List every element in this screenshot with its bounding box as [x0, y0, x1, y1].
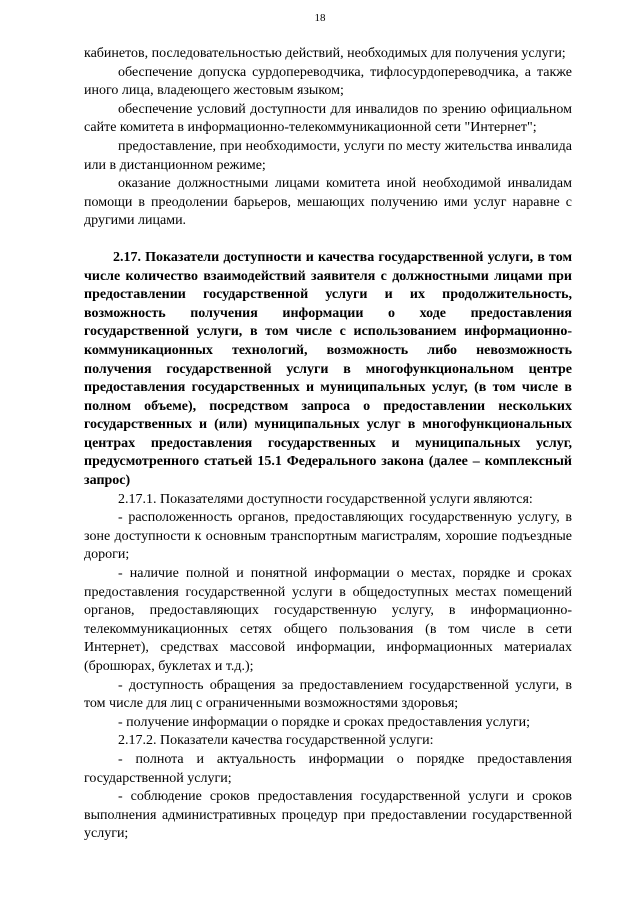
paragraph: обеспечение условий доступности для инвалидов по зрению официальном сайте комитета в информационно-телекоммуникационной сети "Интернет";	[84, 101, 572, 136]
paragraph: предоставление, при необходимости, услуги по месту жительства инвалида или в дистанционном режиме;	[84, 138, 572, 173]
paragraph: обеспечение допуска сурдопереводчика, тифлосурдопереводчика, а также иного лица, владеющего жестовым языком;	[84, 64, 572, 99]
paragraph: - наличие полной и понятной информации о местах, порядке и сроках предоставления государственной услуги в общедоступных местах помещений органов, предоставляющих государственную услугу, в информационно-телекоммуникационных сетях общего пользования (в том числе в сети Интернет), средствах массовой информации, информационных материалах (брошюрах, буклетах и т.д.);	[84, 566, 572, 674]
paragraph: 2.17.2. Показатели качества государственной услуги:	[118, 733, 434, 749]
paragraph: 2.17.1. Показателями доступности государственной услуги являются:	[118, 491, 533, 507]
paragraph: - расположенность органов, предоставляющих государственную услугу, в зоне доступности к основным транспортным магистралям, хорошие подъездные дороги;	[84, 510, 572, 563]
paragraph: - доступность обращения за предоставлением государственной услуги, в том числе для лиц с ограниченными возможностями здоровья;	[84, 677, 572, 712]
paragraph: - полнота и актуальность информации о порядке предоставления государственной услуги;	[84, 751, 572, 786]
paragraph: кабинетов, последовательностью действий, необходимых для получения услуги;	[84, 46, 566, 61]
section-heading: 2.17. Показатели доступности и качества государственной услуги, в том числе количество взаимодействий заявителя с должностными лицами при предоставлении государственной услуги и их продолжительность, возможность получения информации о ходе предоставления государственной услуги, в том числе с использованием информационно-коммуникационных технологий, возможность либо невозможность получения государственной услуги в многофункциональном центре предоставления государственных и муниципальных услуг, (в том числе в полном объеме), посредством запроса о предоставлении нескольких государственных и (или) муниципальных услуг в многофункциональных центрах предоставления государственных и муниципальных услуг, предусмотренного статьей 15.1 Федерального закона (далее – комплексный запрос)	[84, 249, 572, 489]
paragraph: оказание должностными лицами комитета иной необходимой инвалидам помощи в преодолении барьеров, мешающих получению ими услуг наравне с другими лицами.	[84, 176, 572, 229]
section-gap	[84, 231, 572, 249]
paragraph: - соблюдение сроков предоставления государственной услуги и сроков выполнения административных процедур при предоставлении государственной услуги;	[84, 789, 572, 842]
page-number: 18	[314, 12, 326, 24]
paragraph: - получение информации о порядке и сроках предоставления услуги;	[118, 714, 531, 730]
document-body	[84, 45, 572, 844]
